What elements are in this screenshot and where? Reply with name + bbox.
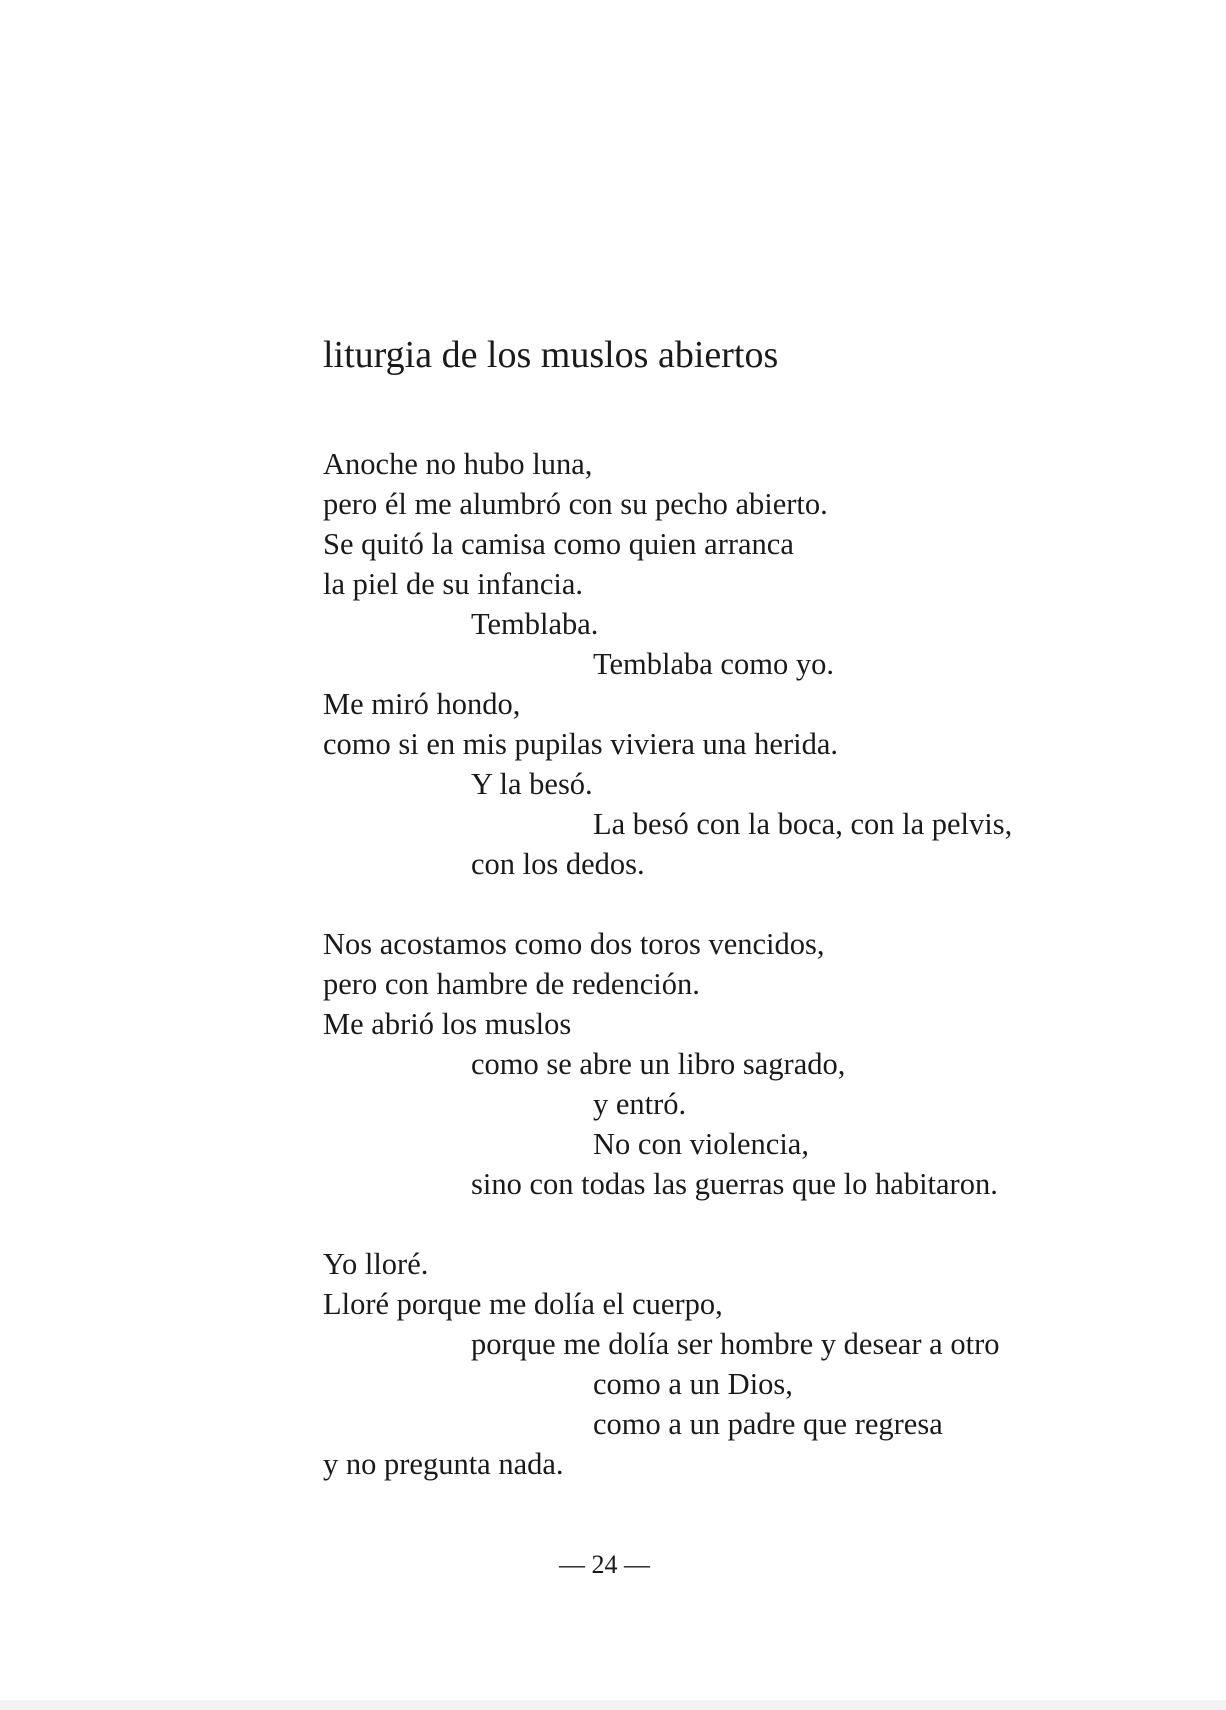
poem-line: Temblaba. xyxy=(471,607,599,641)
poem-line: Lloré porque me dolía el cuerpo, xyxy=(323,1287,723,1321)
poem-title: liturgia de los muslos abiertos xyxy=(323,334,779,376)
poem-line: Nos acostamos como dos toros vencidos, xyxy=(323,927,825,961)
poem-line: como a un Dios, xyxy=(593,1367,793,1401)
poem-body xyxy=(323,444,1143,1524)
poem-line: y no pregunta nada. xyxy=(323,1447,564,1481)
poem-line: la piel de su infancia. xyxy=(323,567,583,601)
poem-line: como se abre un libro sagrado, xyxy=(471,1047,846,1081)
poem-line: y entró. xyxy=(593,1087,687,1121)
poem-line: como si en mis pupilas viviera una herida. xyxy=(323,727,838,761)
poem-line: pero con hambre de redención. xyxy=(323,967,700,1001)
poem-line: pero él me alumbró con su pecho abierto. xyxy=(323,487,828,521)
poem-line: Yo lloré. xyxy=(323,1247,429,1281)
poem-line: Y la besó. xyxy=(471,767,593,801)
poem-line: con los dedos. xyxy=(471,847,645,881)
stanza-2 xyxy=(323,924,1143,1204)
poem-line: Se quitó la camisa como quien arranca xyxy=(323,527,794,561)
poem-line: Me miró hondo, xyxy=(323,687,521,721)
poem-line: Temblaba como yo. xyxy=(593,647,834,681)
poem-line: porque me dolía ser hombre y desear a otro xyxy=(471,1327,1000,1361)
bottom-edge-band xyxy=(0,1700,1226,1710)
stanza-3 xyxy=(323,1244,1143,1484)
poem-line: sino con todas las guerras que lo habitaron. xyxy=(471,1167,998,1201)
poem-line: No con violencia, xyxy=(593,1127,809,1161)
poem-line: La besó con la boca, con la pelvis, xyxy=(593,807,1013,841)
poem-line: como a un padre que regresa xyxy=(593,1407,943,1441)
poem-line: Me abrió los muslos xyxy=(323,1007,572,1041)
page-number: — 24 — xyxy=(559,1550,650,1579)
poem-line: Anoche no hubo luna, xyxy=(323,447,593,481)
stanza-1 xyxy=(323,444,1143,884)
